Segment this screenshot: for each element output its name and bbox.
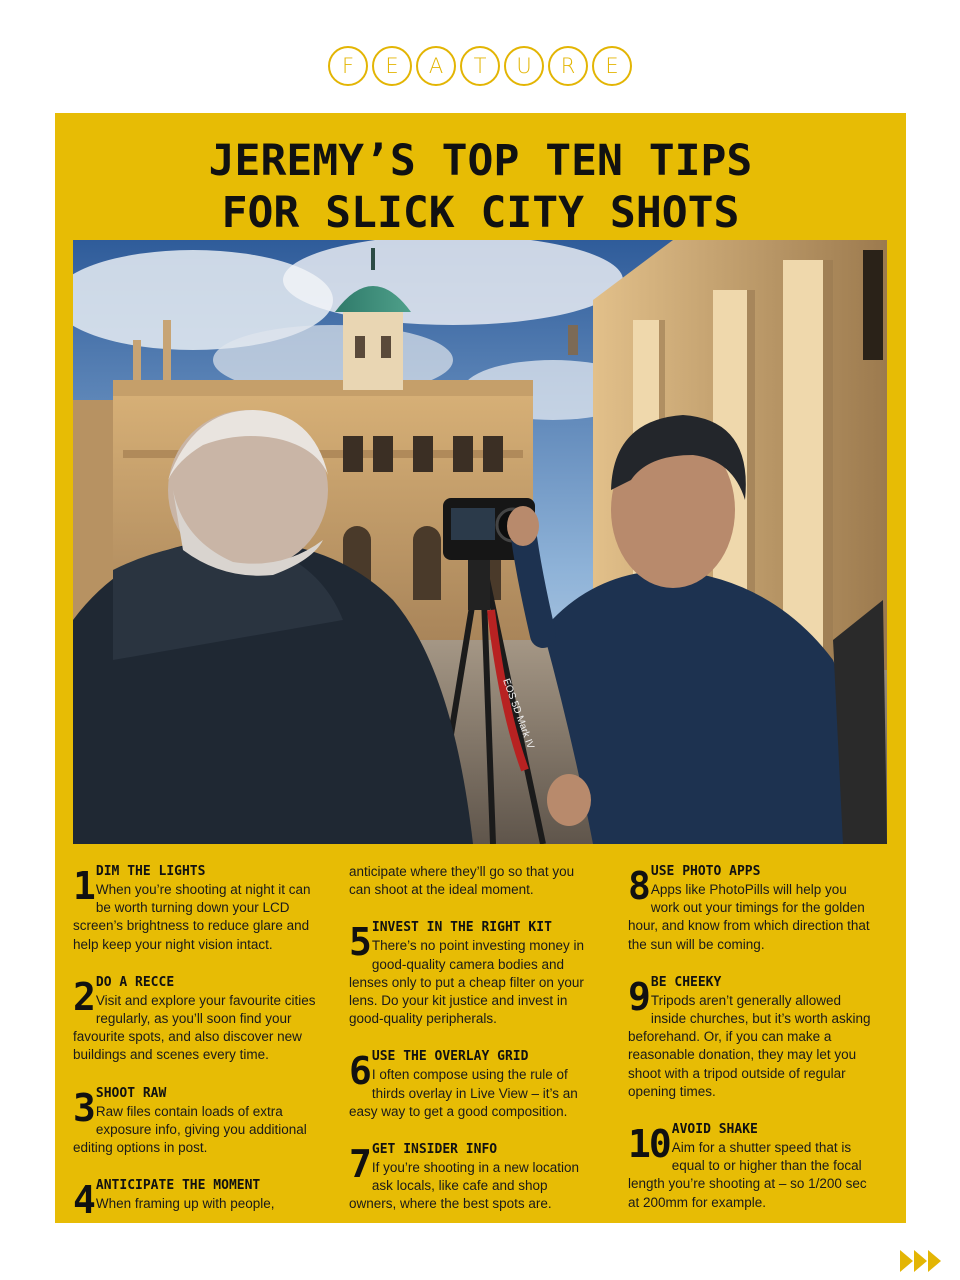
- tip-number: 1: [73, 864, 94, 908]
- feature-letter-e2: E: [592, 46, 632, 86]
- tip-body: When framing up with people,: [95, 1196, 275, 1212]
- tip-body: I often compose using the rule of thirds overlay in Live View – it’s an easy way to get a good composition.: [349, 1067, 578, 1119]
- tips-column-1: [73, 863, 319, 1233]
- tip-item: [73, 863, 319, 954]
- tip-item: [628, 974, 874, 1101]
- feature-letter-f: F: [328, 46, 368, 86]
- tips-column-2: [349, 863, 595, 1234]
- tip-title: GET INSIDER INFO: [371, 1142, 498, 1158]
- tip-number: 4: [73, 1178, 94, 1223]
- tip-title: SHOOT RAW: [95, 1085, 167, 1101]
- feature-letter-r: R: [548, 46, 588, 86]
- tip-title: USE PHOTO APPS: [650, 864, 761, 879]
- tip-body: Apps like PhotoPills will help you work out your timings for the golden hour, and know from which direction that the sun will be coming.: [628, 882, 870, 952]
- title-line-2: FOR SLICK CITY SHOTS: [221, 188, 740, 238]
- feature-letter-t: T: [460, 46, 500, 86]
- tip-body: If you’re shooting in a new location ask locals, like cafe and shop owners, where the best spots are.: [349, 1160, 580, 1212]
- tip-number: 8: [628, 864, 649, 908]
- tip-title: DIM THE LIGHTS: [95, 864, 206, 879]
- tip-body: Visit and explore your favourite cities regularly, as you’ll soon find your favourite spots, and also discover new buildings and scenes every time.: [73, 992, 316, 1063]
- feature-letter-e: E: [372, 46, 412, 86]
- tip-title: DO A RECCE: [95, 974, 175, 990]
- tip-number: 3: [73, 1085, 94, 1130]
- tip-item: [628, 863, 874, 954]
- tip-title: AVOID SHAKE: [671, 1122, 758, 1138]
- tip-number: 7: [349, 1142, 370, 1187]
- camera-strap-text: EOS 5D Mark IV: [500, 677, 536, 751]
- tips-section: [73, 863, 887, 1223]
- tip-body: Raw files contain loads of extra exposure info, giving you additional editing options in post.: [73, 1103, 307, 1156]
- title-line-1: JEREMY’S TOP TEN TIPS: [208, 136, 753, 186]
- tip-body: There’s no point investing money in good-quality camera bodies and lenses only to put a cheap filter on your lens. Do your kit justice and invest in good-quality peripherals.: [349, 938, 585, 1027]
- tip-body: Tripods aren’t generally allowed inside churches, but it’s worth asking beforehand. Or, if you can make a reasonable donation, they may let you shoot with a tripod outside of regular opening times.: [628, 992, 871, 1099]
- fast-forward-arrows-icon[interactable]: [900, 1250, 942, 1272]
- tip-title: INVEST IN THE RIGHT KIT: [371, 920, 552, 936]
- feature-letter-u: U: [504, 46, 544, 86]
- tip-number: 5: [349, 920, 370, 965]
- tip-item: [628, 1121, 874, 1212]
- feature-header: [0, 46, 960, 88]
- tip-title: ANTICIPATE THE MOMENT: [95, 1178, 261, 1194]
- tip-item: [73, 1177, 319, 1223]
- tips-column-3: [628, 863, 874, 1232]
- tip-number: 2: [73, 974, 94, 1019]
- tip-number: 6: [349, 1049, 370, 1094]
- page-title: [55, 135, 906, 239]
- tip-continuation: anticipate where they’ll go so that you can shoot at the ideal moment.: [349, 864, 575, 898]
- feature-photo: [73, 240, 887, 844]
- tip-item: [349, 1141, 595, 1214]
- tip-number: 9: [628, 974, 649, 1019]
- feature-panel: [55, 113, 906, 1223]
- tip-title: USE THE OVERLAY GRID: [371, 1049, 529, 1065]
- feature-letter-a: A: [416, 46, 456, 86]
- tip-item: [73, 974, 319, 1065]
- tip-number: 10: [628, 1122, 670, 1167]
- tip-item: [349, 919, 595, 1028]
- tip-item: [73, 1085, 319, 1158]
- tip-title: BE CHEEKY: [650, 974, 722, 990]
- tip-item: [349, 1048, 595, 1121]
- tip-body: When you’re shooting at night it can be worth turning down your LCD screen’s brightness to reduce glare and help keep your night vision intact.: [73, 882, 311, 952]
- tip-body: Aim for a shutter speed that is equal to or higher than the focal length you’re shooting at – so 1/200 sec at 200mm for example.: [628, 1140, 867, 1210]
